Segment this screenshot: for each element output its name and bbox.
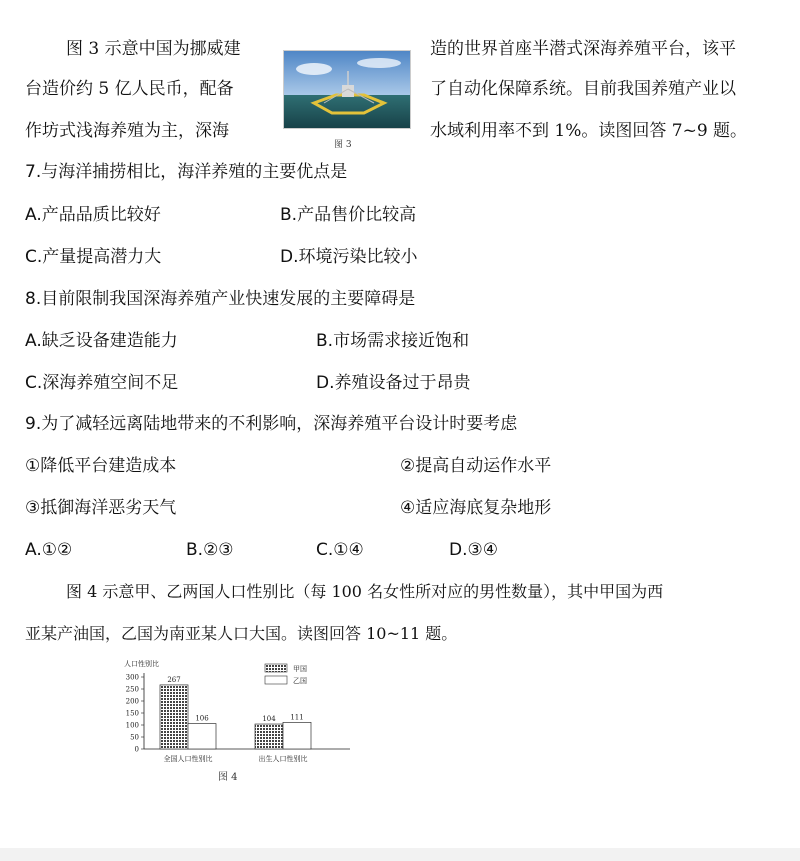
q9-stem: 9.为了减轻远离陆地带来的不利影响，深海养殖平台设计时要考虑 <box>25 414 518 434</box>
legend-label: 甲国 <box>293 665 307 673</box>
q7-option-b: B.产品售价比较高 <box>280 205 417 225</box>
x-category-label: 全国人口性别比 <box>163 755 213 763</box>
q9-item-2: ②提高自动运作水平 <box>400 456 552 476</box>
bar <box>188 724 216 749</box>
figure-3-caption: 图 3 <box>334 140 352 150</box>
y-tick-label: 100 <box>125 721 139 730</box>
legend-label: 乙国 <box>293 677 307 685</box>
q9-item-4: ④适应海底复杂地形 <box>400 498 552 518</box>
bar-value-label: 267 <box>167 675 181 684</box>
q8-stem: 8.目前限制我国深海养殖产业快速发展的主要障碍是 <box>25 289 416 309</box>
q9-option-a: A.①② <box>25 540 73 560</box>
fig4-intro-line-2: 亚某产油国，乙国为南亚某人口大国。读图回答 10~11 题。 <box>25 624 458 643</box>
fig4-intro-line-1: 图 4 示意甲、乙两国人口性别比（每 100 名女性所对应的男性数量），其中甲国为西 <box>66 582 664 601</box>
legend-swatch <box>265 664 287 672</box>
figure-4-chart <box>110 656 360 786</box>
bar-value-label: 104 <box>262 715 276 724</box>
q8-option-c: C.深海养殖空间不足 <box>25 373 179 393</box>
figure-4-caption: 图 4 <box>218 772 238 783</box>
q8-option-a: A.缺乏设备建造能力 <box>25 331 178 351</box>
legend-swatch <box>265 676 287 684</box>
y-axis-title: 人口性别比 <box>124 660 159 668</box>
bar-value-label: 106 <box>195 714 209 723</box>
x-category-label: 出生人口性别比 <box>258 755 308 763</box>
page-bottom-bar <box>0 848 800 861</box>
y-tick-label: 50 <box>130 733 139 742</box>
bar <box>283 722 311 749</box>
q7-stem: 7.与海洋捕捞相比，海洋养殖的主要优点是 <box>25 162 348 182</box>
y-tick-label: 0 <box>134 745 139 754</box>
q9-item-1: ①降低平台建造成本 <box>25 456 177 476</box>
bar-value-label: 111 <box>290 713 304 722</box>
intro-line-3-right: 水域利用率不到 1%。读图回答 7~9 题。 <box>430 121 748 141</box>
bar <box>160 685 188 749</box>
intro-line-2-left: 台造价约 5 亿人民币，配备 <box>25 79 234 99</box>
q9-item-3: ③抵御海洋恶劣天气 <box>25 498 177 518</box>
y-tick-label: 200 <box>125 697 139 706</box>
bar <box>255 724 283 749</box>
q9-option-c: C.①④ <box>316 540 364 560</box>
intro-line-1-right: 造的世界首座半潜式深海养殖平台，该平 <box>430 39 736 59</box>
q8-option-d: D.养殖设备过于昂贵 <box>316 373 471 393</box>
q9-option-d: D.③④ <box>449 540 498 560</box>
q7-option-c: C.产量提高潜力大 <box>25 247 162 267</box>
figure-3-photo <box>283 50 411 129</box>
intro-line-1-left: 图 3 示意中国为挪威建 <box>66 39 241 59</box>
intro-line-2-right: 了自动化保障系统。目前我国养殖产业以 <box>430 79 736 99</box>
q7-option-a: A.产品品质比较好 <box>25 205 161 225</box>
intro-line-3-left: 作坊式浅海养殖为主，深海 <box>25 121 229 141</box>
y-tick-label: 250 <box>125 685 139 694</box>
q8-option-b: B.市场需求接近饱和 <box>316 331 470 351</box>
q7-option-d: D.环境污染比较小 <box>280 247 418 267</box>
y-tick-label: 150 <box>125 709 139 718</box>
y-tick-label: 300 <box>125 673 139 682</box>
q9-option-b: B.②③ <box>186 540 234 560</box>
